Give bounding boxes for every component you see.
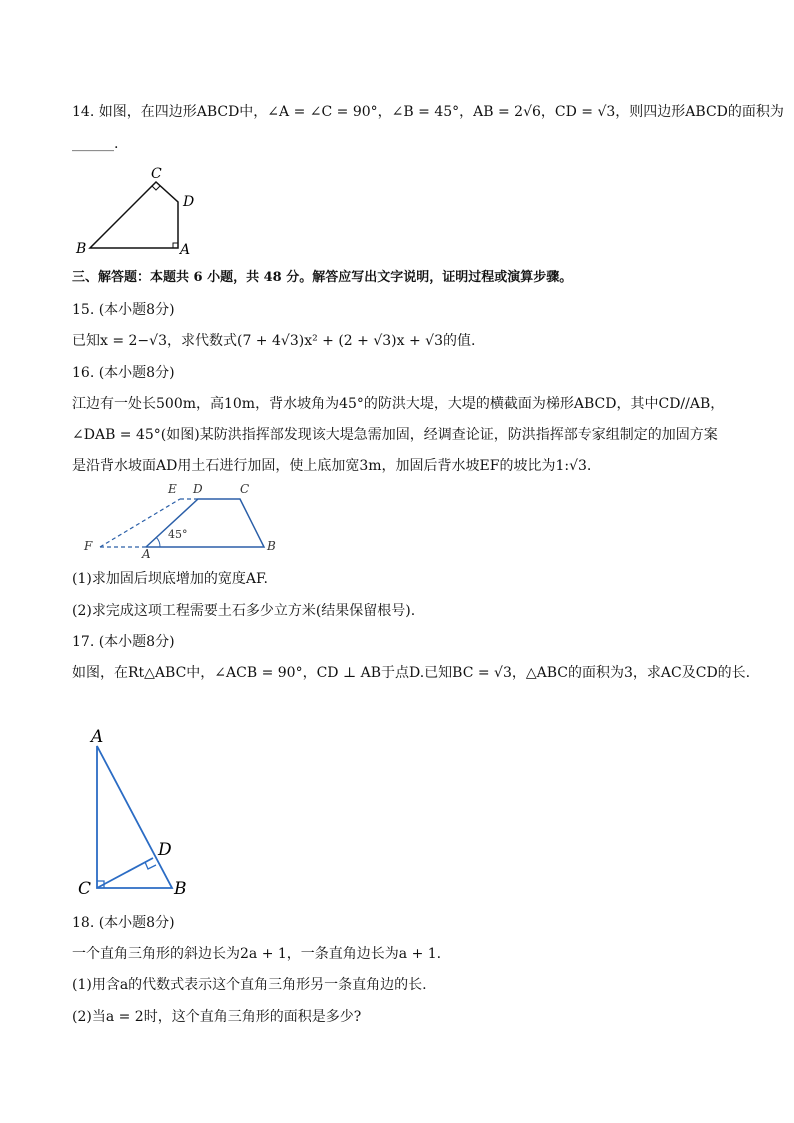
q17-label-a: A [91, 727, 104, 747]
q16-figure [80, 480, 290, 560]
q16-sub-1: (1)求加固后坝底增加的宽度AF. [72, 571, 268, 587]
q18-body: 一个直角三角形的斜边长为2a + 1，一条直角边长为a + 1. [72, 946, 442, 962]
q14-label-c: C [151, 166, 162, 182]
q16-body-1: 江边有一处长500m，高10m，背水坡角为45°的防洪大堤，大堤的横截面为梯形ABCD，其中CD//AB， [72, 396, 725, 412]
q18-sub-2: (2)当a = 2时，这个直角三角形的面积是多少? [72, 1009, 362, 1025]
q16-label-e: E [168, 482, 177, 496]
q16-label-a: A [142, 547, 151, 561]
q18-head: 18. (本小题8分) [72, 915, 175, 931]
q14-stem: 14. 如图，在四边形ABCD中，∠A = ∠C = 90°，∠B = 45°，AB = 2√6，CD = √3，则四边形ABCD的面积为 [72, 104, 784, 120]
q16-label-d: D [193, 482, 203, 496]
q16-sub-2: (2)求完成这项工程需要土石多少立方米(结果保留根号). [72, 603, 416, 619]
q15-head: 15. (本小题8分) [72, 302, 175, 318]
q14-label-b: B [76, 241, 87, 257]
q18-sub-1: (1)用含a的代数式表示这个直角三角形另一条直角边的长. [72, 977, 427, 993]
q17-figure [74, 722, 204, 902]
q16-label-c: C [240, 482, 250, 496]
q14-figure [70, 160, 210, 260]
q14-answer-blank: ______. [72, 136, 119, 152]
q14-label-d: D [183, 194, 195, 210]
q17-label-b: B [174, 879, 187, 899]
q17-label-d: D [158, 840, 172, 860]
q16-label-f: F [84, 539, 93, 553]
section3-title: 三、解答题：本题共 6 小题，共 48 分。解答应写出文字说明，证明过程或演算步骤。 [72, 270, 573, 285]
q16-body-3: 是沿背水坡面AD用土石进行加固，使上底加宽3m，加固后背水坡EF的坡比为1:√3. [72, 458, 592, 474]
q15-body: 已知x = 2−√3，求代数式(7 + 4√3)x² + (2 + √3)x + √3的值. [72, 333, 476, 349]
q17-label-c: C [78, 879, 92, 899]
q17-body: 如图，在Rt△ABC中，∠ACB = 90°，CD ⊥ AB于点D.已知BC = √3，△ABC的面积为3，求AC及CD的长. [72, 665, 751, 681]
q16-head: 16. (本小题8分) [72, 365, 175, 381]
q14-label-a: A [180, 242, 191, 258]
q16-body-2: ∠DAB = 45°(如图)某防洪指挥部发现该大堤急需加固，经调查论证，防洪指挥部专家组制定的加固方案 [72, 427, 718, 443]
q16-label-angle: 45° [168, 528, 188, 541]
q17-head: 17. (本小题8分) [72, 634, 175, 650]
q16-label-b: B [267, 539, 276, 553]
